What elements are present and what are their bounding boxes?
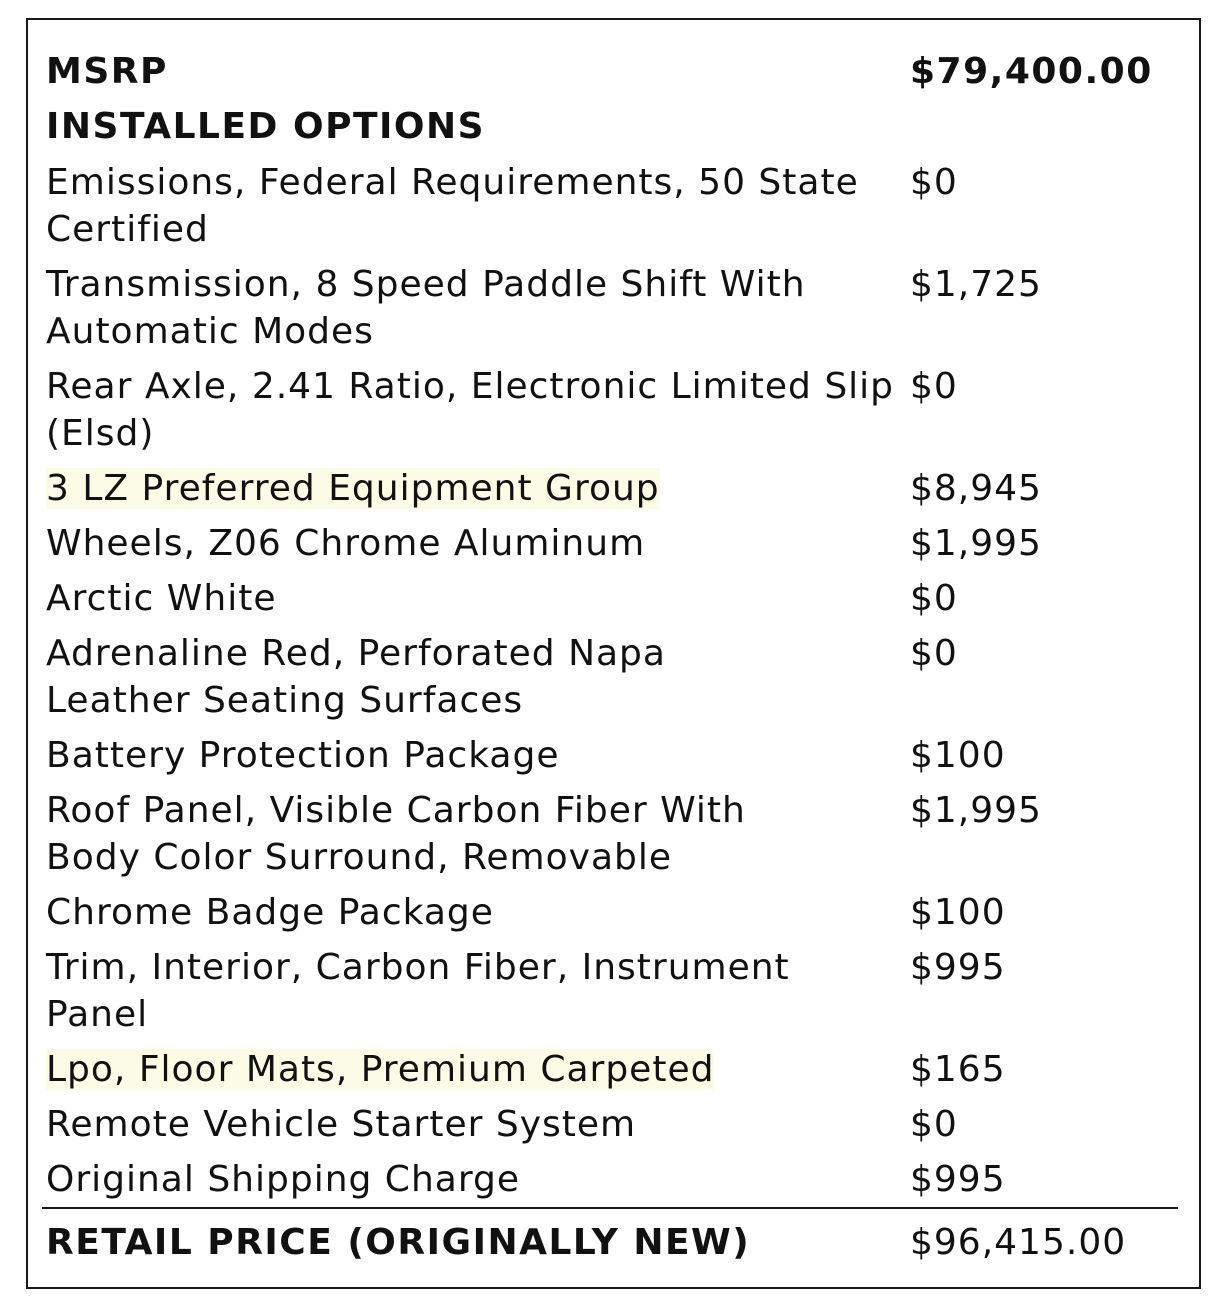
option-price: $165 — [910, 1049, 1006, 1090]
option-description-highlighted — [46, 1046, 714, 1093]
retail-price-label: RETAIL PRICE (ORIGINALLY NEW) — [46, 1222, 751, 1263]
option-price: $995 — [910, 947, 1006, 988]
highlighted-text: Lpo, Floor Mats, Premium Carpeted — [46, 1049, 715, 1090]
option-price: $0 — [910, 162, 958, 203]
highlighted-text: 3 LZ Preferred Equipment Group — [46, 468, 660, 509]
option-description: Battery Protection Package — [46, 735, 560, 776]
option-price: $100 — [910, 735, 1006, 776]
option-description: Remote Vehicle Starter System — [46, 1104, 637, 1145]
option-description: Emissions, Federal Requirements, 50 State Certified — [46, 162, 859, 250]
option-description: Wheels, Z06 Chrome Aluminum — [46, 523, 646, 564]
total-divider — [42, 1207, 1178, 1209]
option-price: $1,725 — [910, 264, 1042, 305]
option-description: Original Shipping Charge — [46, 1159, 520, 1200]
option-description-highlighted — [46, 465, 660, 512]
msrp-label: MSRP — [46, 51, 168, 92]
option-price: $1,995 — [910, 523, 1042, 564]
retail-price-value: $96,415.00 — [910, 1222, 1127, 1263]
option-price: $0 — [910, 633, 958, 674]
option-description: Roof Panel, Visible Carbon Fiber With Body Color Surround, Removable — [46, 790, 746, 878]
option-price: $0 — [910, 578, 958, 619]
option-price: $8,945 — [910, 468, 1042, 509]
option-description: Adrenaline Red, Perforated Napa Leather Seating Surfaces — [46, 633, 666, 721]
msrp-value: $79,400.00 — [910, 51, 1153, 92]
option-price: $995 — [910, 1159, 1006, 1200]
option-description: Arctic White — [46, 578, 277, 619]
option-description: Transmission, 8 Speed Paddle Shift With Automatic Modes — [46, 264, 806, 352]
installed-options-heading: INSTALLED OPTIONS — [46, 106, 486, 147]
option-price: $100 — [910, 892, 1006, 933]
option-price: $1,995 — [910, 790, 1042, 831]
option-description: Rear Axle, 2.41 Ratio, Electronic Limited Slip (Elsd) — [46, 366, 895, 454]
window-sticker-panel — [26, 18, 1201, 1289]
option-price: $0 — [910, 366, 958, 407]
option-description: Trim, Interior, Carbon Fiber, Instrument Panel — [46, 947, 790, 1035]
option-price: $0 — [910, 1104, 958, 1145]
option-description: Chrome Badge Package — [46, 892, 494, 933]
